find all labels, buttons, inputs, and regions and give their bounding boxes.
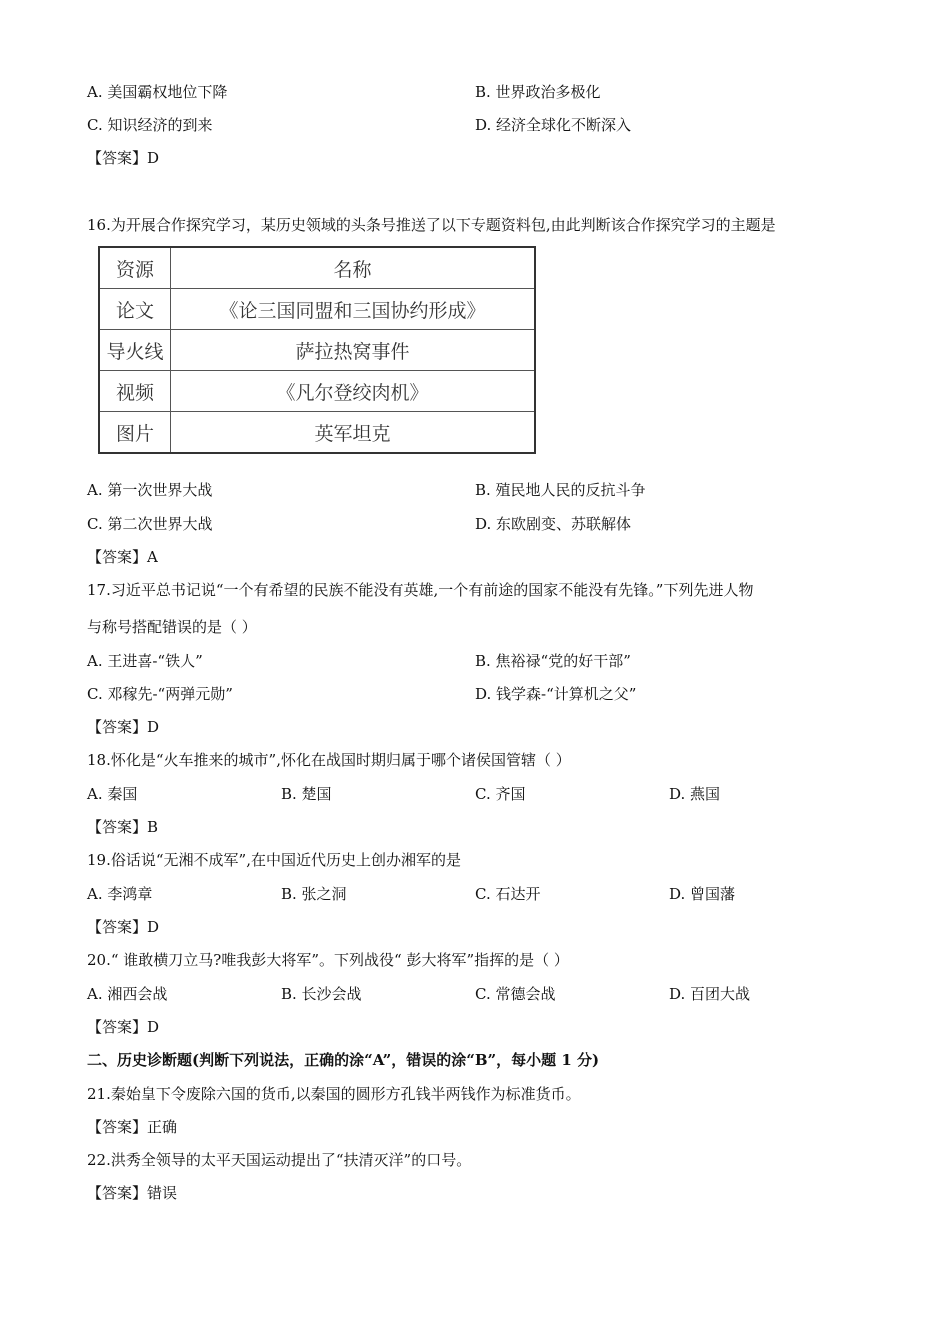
table-header-name: 名称 [171, 247, 536, 289]
q20-option-a: A. 湘西会战 [87, 985, 168, 1003]
q18-option-a: A. 秦国 [87, 785, 138, 803]
q16-option-d: D. 东欧剧变、苏联解体 [475, 515, 632, 533]
table-cell: 《论三国同盟和三国协约形成》 [171, 289, 536, 330]
q18-stem: 18.怀化是“火车推来的城市”,怀化在战国时期归属于哪个诸侯国管辖（ ） [87, 751, 571, 769]
table-header-resource: 资源 [99, 247, 171, 289]
q17-answer: 【答案】D [87, 718, 160, 736]
q16-answer: 【答案】A [87, 548, 158, 566]
table-cell: 英军坦克 [171, 412, 536, 454]
q17-option-a: A. 王进喜-“铁人” [87, 652, 203, 670]
table-cell: 视频 [99, 371, 171, 412]
q19-option-b: B. 张之洞 [281, 885, 347, 903]
section-title: 二、历史诊断题(判断下列说法，正确的涂“A”，错误的涂“B”，每小题 1 分) [87, 1051, 600, 1069]
q15-answer: 【答案】D [87, 149, 160, 167]
q20-option-b: B. 长沙会战 [281, 985, 362, 1003]
q18-option-d: D. 燕国 [669, 785, 721, 803]
q15-option-a: A. 美国霸权地位下降 [87, 83, 228, 101]
q20-option-c: C. 常德会战 [475, 985, 556, 1003]
q18-option-b: B. 楚国 [281, 785, 332, 803]
table-cell: 论文 [99, 289, 171, 330]
table-cell: 导火线 [99, 330, 171, 371]
table-row [99, 371, 535, 412]
q15-option-c: C. 知识经济的到来 [87, 116, 213, 134]
q20-stem: 20.“ 谁敢横刀立马?唯我彭大将军”。下列战役“ 彭大将军”指挥的是（ ） [87, 951, 569, 969]
table-row [99, 289, 535, 330]
q19-option-a: A. 李鸿章 [87, 885, 153, 903]
q18-option-c: C. 齐国 [475, 785, 526, 803]
table-cell: 图片 [99, 412, 171, 454]
q20-answer: 【答案】D [87, 1018, 160, 1036]
q21-stem: 21.秦始皇下令废除六国的货币,以秦国的圆形方孔钱半两钱作为标准货币。 [87, 1085, 581, 1103]
q17-stem-line1: 17.习近平总书记说“一个有希望的民族不能没有英雄,一个有前途的国家不能没有先锋。”下列先进人物 [87, 581, 754, 599]
q22-stem: 22.洪秀全领导的太平天国运动提出了“扶清灭洋”的口号。 [87, 1151, 472, 1169]
q17-stem-line2: 与称号搭配错误的是（ ） [87, 618, 257, 636]
table-header-row [99, 247, 535, 289]
table-row [99, 412, 535, 454]
resource-table [98, 246, 536, 454]
q16-option-c: C. 第二次世界大战 [87, 515, 213, 533]
q15-option-b: B. 世界政治多极化 [475, 83, 601, 101]
q17-option-c: C. 邓稼先-“两弹元勋” [87, 685, 233, 703]
q22-answer: 【答案】错误 [87, 1184, 178, 1202]
table-cell: 萨拉热窝事件 [171, 330, 536, 371]
table-row [99, 330, 535, 371]
q19-option-d: D. 曾国藩 [669, 885, 736, 903]
q19-stem: 19.俗话说“无湘不成军”,在中国近代历史上创办湘军的是 [87, 851, 461, 869]
q15-option-d: D. 经济全球化不断深入 [475, 116, 632, 134]
q16-stem: 16.为开展合作探究学习，某历史领域的头条号推送了以下专题资料包,由此判断该合作探究学习的主题是 [87, 216, 776, 234]
q19-answer: 【答案】D [87, 918, 160, 936]
q18-answer: 【答案】B [87, 818, 159, 836]
q20-option-d: D. 百团大战 [669, 985, 751, 1003]
q16-option-b: B. 殖民地人民的反抗斗争 [475, 481, 646, 499]
q17-option-b: B. 焦裕禄“党的好干部” [475, 652, 631, 670]
q19-option-c: C. 石达开 [475, 885, 541, 903]
q21-answer: 【答案】正确 [87, 1118, 178, 1136]
q16-option-a: A. 第一次世界大战 [87, 481, 213, 499]
table-cell: 《凡尔登绞肉机》 [171, 371, 536, 412]
q17-option-d: D. 钱学森-“计算机之父” [475, 685, 637, 703]
